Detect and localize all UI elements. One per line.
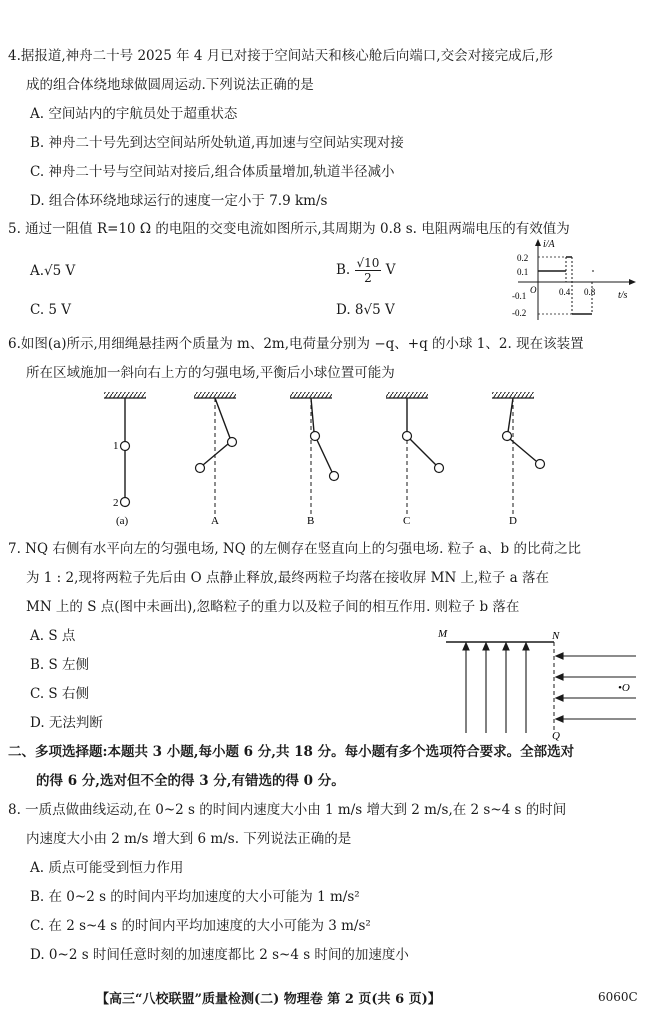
q7-option-c: C. S 右侧 [30,686,89,702]
q5-stem: 5. 通过一阻值 R=10 Ω 的电阻的交变电流如图所示,其周期为 0.8 s. 电阻两端电压的有效值为 [8,221,570,237]
q6-label-option-c: C [403,515,411,527]
section2-heading-line1: 二、多项选择题:本题共 3 小题,每小题 6 分,共 18 分。每小题有多个选项符合要求。全部选对 [8,744,575,760]
q6-ball2-label: 2 [113,497,119,509]
q7-label-m: M [438,628,448,640]
q6-label-a: (a) [116,515,129,527]
q5-option-b-fraction [355,256,382,285]
q5-option-b-unit: V [385,262,396,278]
q6-stem-line1: 6.如图(a)所示,用细绳悬挂两个质量为 m、2m,电荷量分别为 −q、+q 的小球 1、2. 现在该装置 [8,336,584,352]
q6-figure-option-b [290,392,339,527]
q8-option-b: B. 在 0~2 s 的时间内平均加速度的大小可能为 1 m/s² [30,889,360,905]
q7-option-a: A. S 点 [30,628,76,644]
q5-graph-ytick-neg0.2: -0.2 [512,308,527,318]
q5-graph-ytick-0.2: 0.2 [517,253,529,263]
q5-graph-ylabel: i/A [543,239,555,250]
q5-graph-xtick-0.8: 0.8 [584,287,596,297]
q5-graph-xtick-0.4: 0.4 [559,287,571,297]
q6-label-option-a: A [211,515,219,527]
q7-stem-line1: 7. NQ 右侧有水平向左的匀强电场, NQ 的左侧存在竖直向上的匀强电场. 粒子 a、b 的比荷之比 [8,541,581,557]
q5-graph-origin: O [530,285,537,295]
q6-figure-option-d [492,392,545,527]
q6-pendulum-figures [96,388,566,533]
q5-option-b-numerator: √10 [356,256,380,270]
q8-option-a: A. 质点可能受到恒力作用 [30,860,184,876]
q5-graph-ytick-neg0.1: -0.1 [512,291,527,301]
q6-figure-a [104,392,146,527]
q6-figure-option-a [194,392,237,527]
q5-current-graph [510,236,640,324]
q7-stem-line3: MN 上的 S 点(图中未画出),忽略粒子的重力以及粒子间的相互作用. 则粒子 b 落在 [26,599,520,615]
q7-stem-line2: 为 1 : 2,现将两粒子先后由 O 点静止释放,最终两粒子均落在接收屏 MN 上,粒子 a 落在 [26,570,549,586]
q4-stem-line2: 成的组合体绕地球做圆周运动.下列说法正确的是 [26,77,314,93]
q7-option-b: B. S 左侧 [30,657,90,673]
q5-option-c: C. 5 V [30,302,72,318]
q5-option-a: A.√5 V [30,263,76,279]
q8-option-d: D. 0~2 s 时间任意时刻的加速度都比 2 s~4 s 时间的加速度小 [30,947,409,963]
q5-graph-ytick-0.1: 0.1 [517,267,529,277]
q8-stem-line2: 内速度大小由 2 m/s 增大到 6 m/s. 下列说法正确的是 [26,831,352,847]
q8-option-c: C. 在 2 s~4 s 的时间内平均加速度的大小可能为 3 m/s² [30,918,371,934]
q4-option-c: C. 神舟二十号与空间站对接后,组合体质量增加,轨道半径减小 [30,164,395,180]
q7-point-o: •O [618,682,630,694]
page-footer: 【高三“八校联盟”质量检测(二) 物理卷 第 2 页(共 6 页)】 [96,992,441,1007]
q7-label-n: N [552,630,560,642]
q6-label-option-b: B [307,515,315,527]
q6-figure-option-c [386,392,444,527]
q4-option-a: A. 空间站内的宇航员处于超重状态 [30,106,238,122]
q4-stem-line1: 4.据报道,神舟二十号 2025 年 4 月已对接于空间站天和核心舱后向端口,交会对接完成后,形 [8,48,553,64]
q6-ball1-label: 1 [113,440,119,452]
q7-label-q: Q [552,730,560,742]
q7-field-diagram [436,625,640,743]
q4-option-d: D. 组合体环绕地球运行的速度一定小于 7.9 km/s [30,193,328,209]
q5-graph-xlabel: t/s [618,290,628,301]
q5-option-d: D. 8√5 V [336,302,395,318]
paper-code: 6060C [598,990,638,1004]
q4-option-b: B. 神舟二十号先到达空间站所处轨道,再加速与空间站实现对接 [30,135,404,151]
q6-stem-line2: 所在区域施加一斜向右上方的匀强电场,平衡后小球位置可能为 [26,365,395,381]
q5-option-b-label: B. [336,262,351,278]
q8-stem-line1: 8. 一质点做曲线运动,在 0~2 s 的时间内速度大小由 1 m/s 增大到 2 m/s,在 2 s~4 s 的时间 [8,802,567,818]
section2-heading-line2: 的得 6 分,选对但不全的得 3 分,有错选的得 0 分。 [36,773,345,789]
q5-option-b-denominator: 2 [364,271,372,285]
q6-label-option-d: D [509,515,517,527]
q7-option-d: D. 无法判断 [30,715,103,731]
q5-option-b [336,252,395,288]
